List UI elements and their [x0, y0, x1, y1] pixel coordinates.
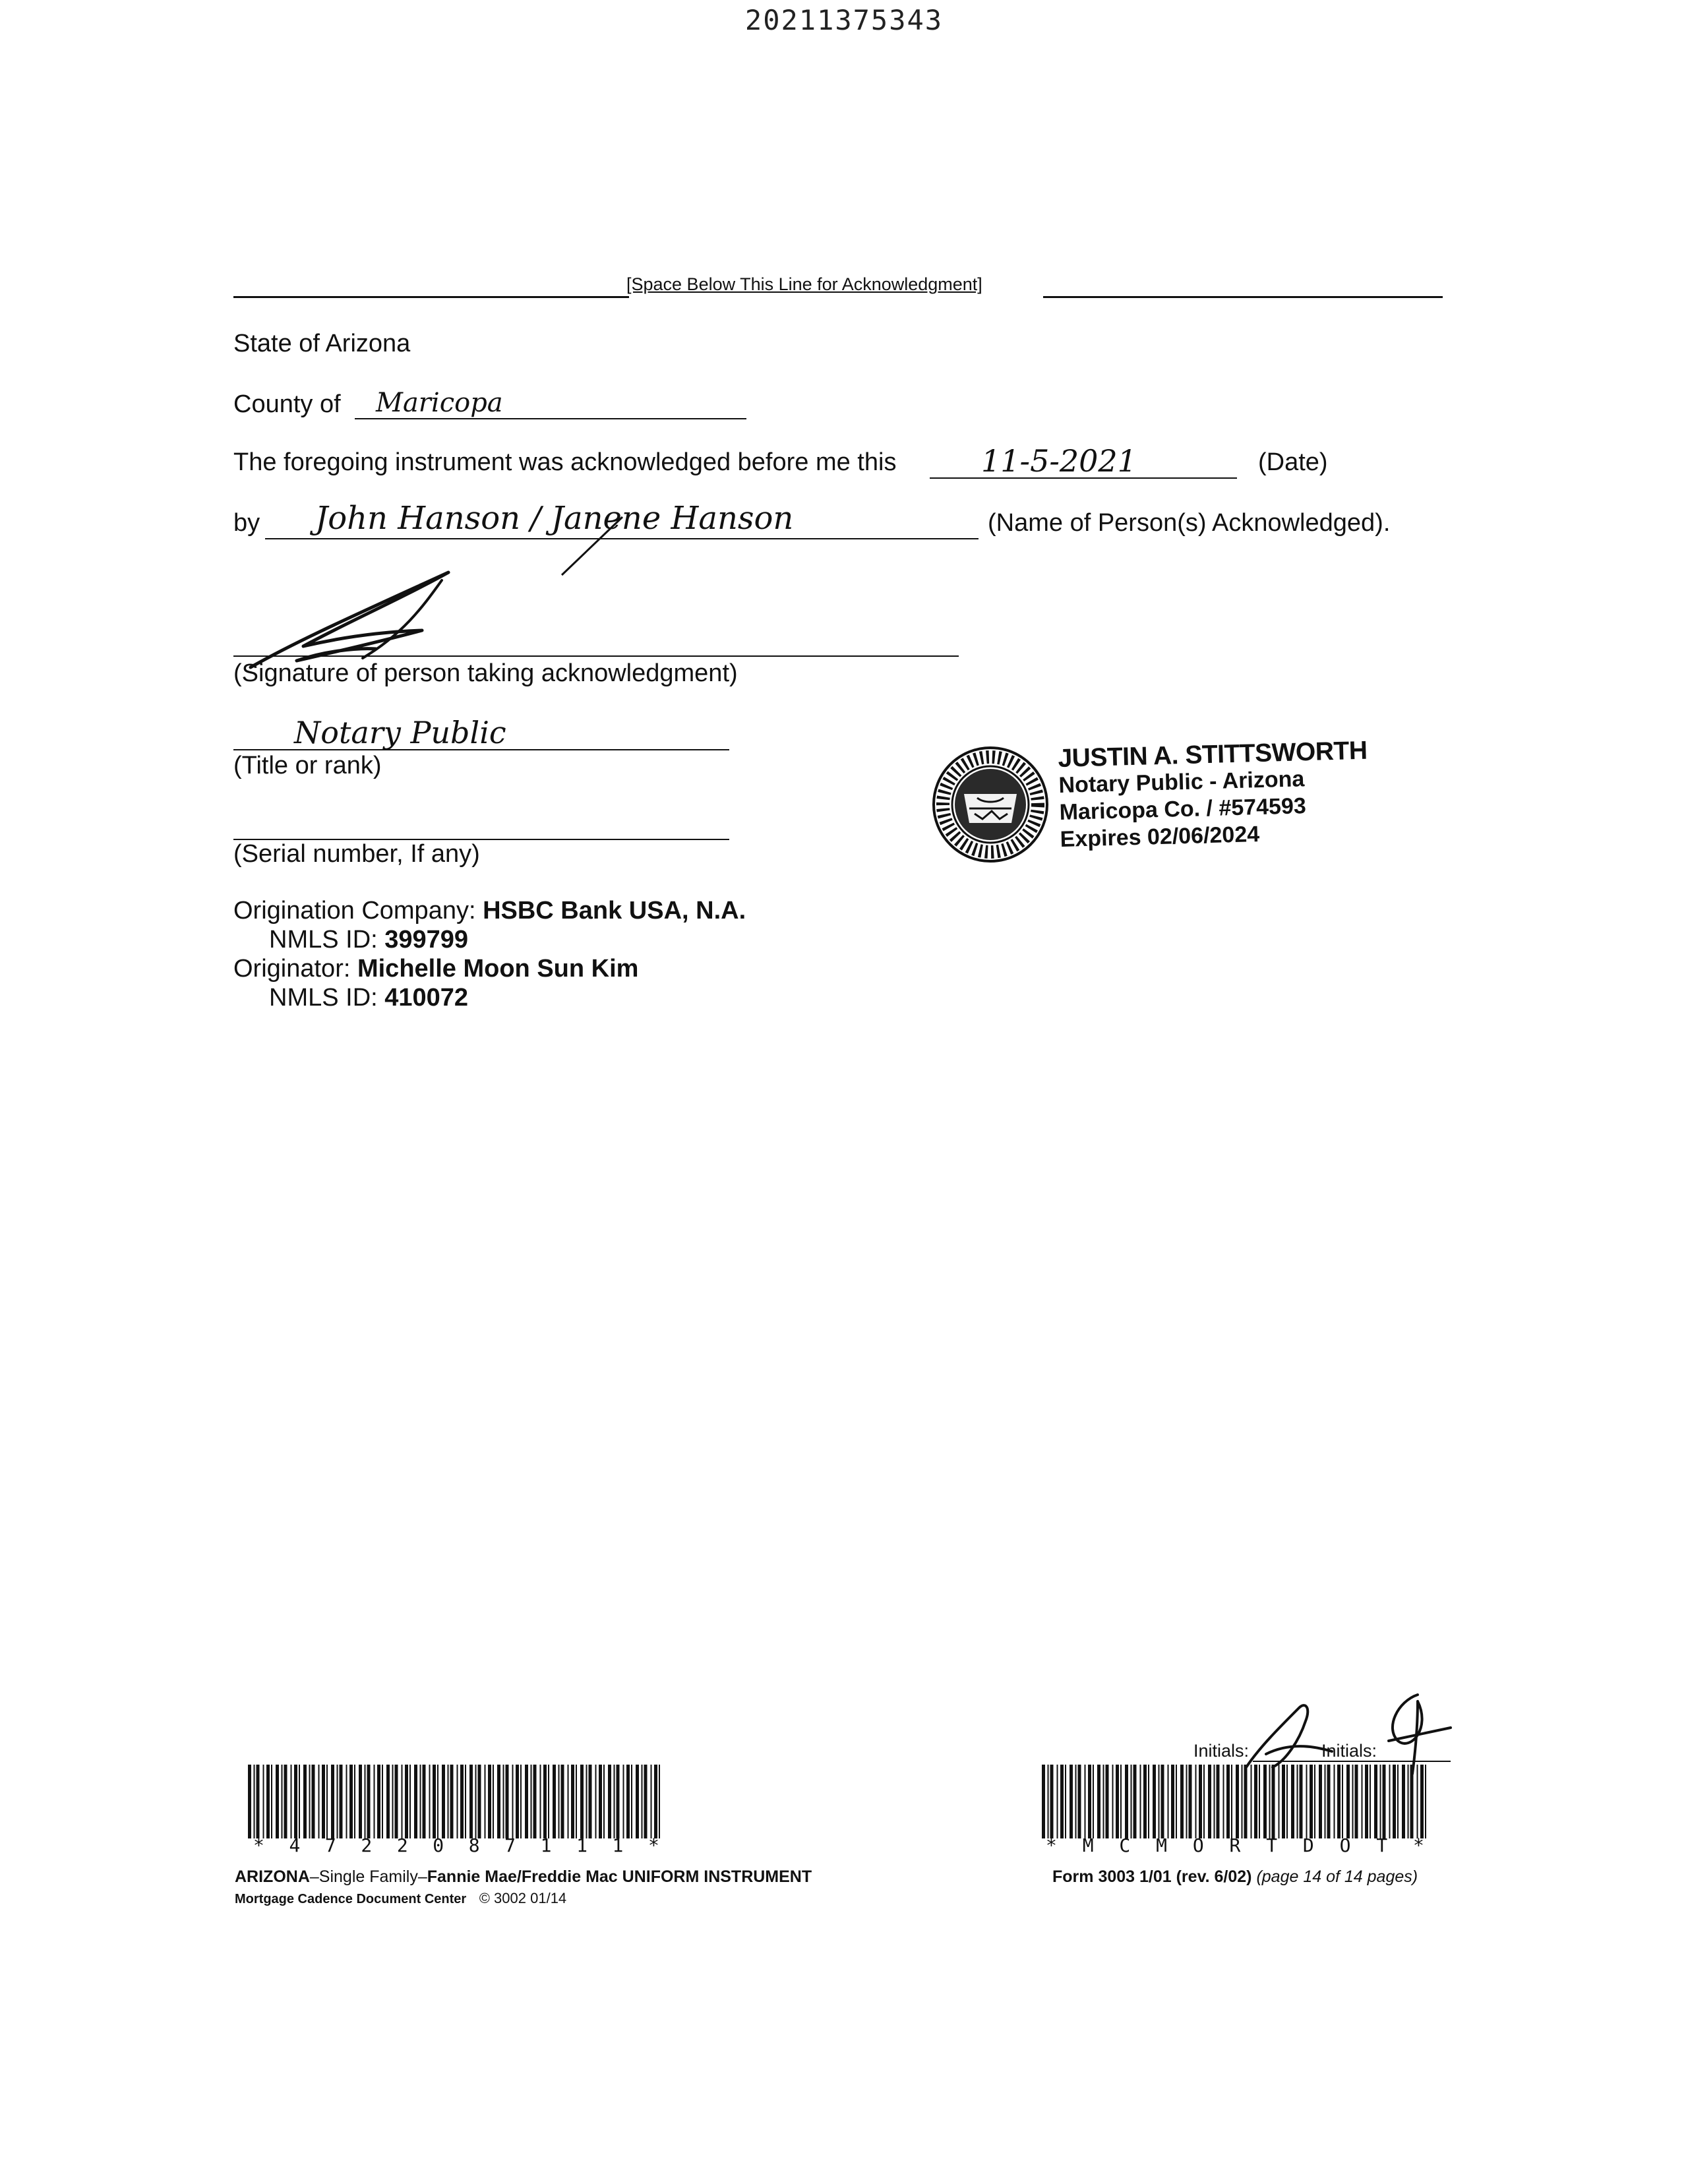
- instrument-text: The foregoing instrument was acknowledged before me this: [233, 448, 897, 476]
- date-label: (Date): [1258, 448, 1328, 476]
- initials-label-2: Initials:: [1321, 1741, 1377, 1761]
- company-nmls-row: [269, 926, 468, 954]
- origination-company-row: [233, 897, 746, 925]
- date-handwritten: 11-5-2021: [981, 443, 1137, 479]
- state-line: State of Arizona: [233, 330, 411, 357]
- signature-label: (Signature of person taking acknowledgment): [233, 659, 738, 687]
- title-handwritten: Notary Public: [294, 715, 506, 750]
- persons-slash-stroke: [554, 514, 633, 580]
- county-line: [355, 418, 746, 419]
- county-label: County of: [233, 390, 341, 418]
- originator-row: [233, 955, 638, 983]
- originator-nmls-row: [269, 984, 468, 1012]
- signature-line: [233, 655, 959, 657]
- by-label: by: [233, 509, 260, 537]
- persons-handwritten: John Hanson / Janene Hanson: [315, 500, 794, 537]
- notary-county: Maricopa Co. / #574593: [1059, 793, 1307, 825]
- notary-signature: [224, 568, 462, 674]
- county-handwritten: Maricopa: [376, 388, 503, 418]
- form-left-line: ARIZONA–Single Family–Fannie Mae/Freddie Mac UNIFORM INSTRUMENT: [235, 1867, 812, 1886]
- company-nmls-value: 399799: [384, 926, 469, 954]
- originator-value: Michelle Moon Sun Kim: [357, 955, 639, 983]
- notary-seal: [931, 745, 1050, 864]
- barcode-right-chars: * M C M O R T D O T *: [1046, 1835, 1424, 1856]
- mortgage-cadence-line: Mortgage Cadence Document Center © 3002 01/14: [235, 1890, 567, 1906]
- acknowledgment-separator-left: [233, 296, 629, 298]
- barcode-left: [245, 1765, 667, 1838]
- notary-name: JUSTIN A. STITTSWORTH: [1057, 736, 1368, 773]
- acknowledgment-separator-label: [Space Below This Line for Acknowledgment]: [626, 274, 982, 294]
- company-nmls-label: NMLS ID:: [269, 926, 378, 954]
- originator-nmls-label: NMLS ID:: [269, 984, 378, 1012]
- persons-label: (Name of Person(s) Acknowledged).: [988, 509, 1391, 537]
- notary-stamp-text: [1058, 737, 1370, 853]
- initials-label-1: Initials:: [1193, 1741, 1250, 1761]
- barcode-left-digits: * 4 7 2 2 0 8 7 1 1 1 *: [253, 1835, 659, 1856]
- barcode-right: [1039, 1765, 1431, 1838]
- originator-label: Originator:: [233, 955, 351, 983]
- origination-company-value: HSBC Bank USA, N.A.: [483, 897, 746, 925]
- title-label: (Title or rank): [233, 752, 382, 779]
- form-right-line: Form 3003 1/01 (rev. 6/02) (page 14 of 14 pages): [1052, 1867, 1418, 1886]
- serial-label: (Serial number, If any): [233, 840, 480, 868]
- originator-nmls-value: 410072: [384, 984, 469, 1012]
- notary-expires: Expires 02/06/2024: [1060, 822, 1260, 852]
- notary-title: Notary Public - Arizona: [1058, 766, 1305, 798]
- document-number: 20211375343: [744, 4, 944, 36]
- origination-company-label: Origination Company:: [233, 897, 476, 925]
- acknowledgment-separator-right: [1043, 296, 1443, 298]
- title-line: [233, 749, 729, 750]
